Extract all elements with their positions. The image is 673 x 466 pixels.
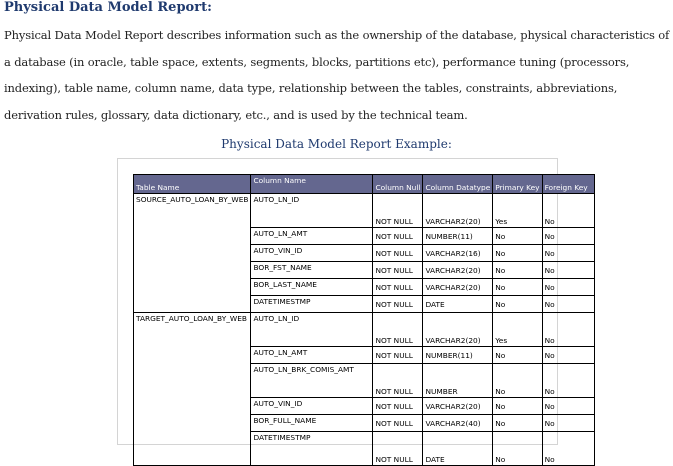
primary-key-cell: Yes — [493, 313, 542, 347]
column-null-cell: NOT NULL — [373, 228, 423, 245]
foreign-key-cell: No — [542, 279, 594, 296]
foreign-key-cell: No — [542, 296, 594, 313]
column-null-cell: NOT NULL — [373, 347, 423, 364]
primary-key-cell: No — [493, 432, 542, 466]
column-name-cell: AUTO_LN_ID — [251, 313, 373, 347]
column-name-cell: DATETIMESTMP — [251, 296, 373, 313]
foreign-key-cell: No — [542, 245, 594, 262]
header-column-name: Column Name — [251, 175, 373, 194]
table-row — [134, 313, 595, 347]
column-null-cell: NOT NULL — [373, 296, 423, 313]
foreign-key-cell: No — [542, 347, 594, 364]
column-null-cell: NOT NULL — [373, 245, 423, 262]
column-name-cell: AUTO_LN_BRK_COMIS_AMT — [251, 364, 373, 398]
datatype-cell: DATE — [423, 296, 493, 313]
primary-key-cell: No — [493, 364, 542, 398]
column-null-cell: NOT NULL — [373, 432, 423, 466]
header-row — [134, 175, 595, 194]
column-null-cell: NOT NULL — [373, 262, 423, 279]
datatype-cell: VARCHAR2(20) — [423, 279, 493, 296]
datatype-cell: VARCHAR2(20) — [423, 194, 493, 228]
column-name-cell: AUTO_VIN_ID — [251, 398, 373, 415]
primary-key-cell: No — [493, 279, 542, 296]
datatype-cell: VARCHAR2(20) — [423, 313, 493, 347]
primary-key-cell: Yes — [493, 194, 542, 228]
header-column-null: Column Null — [373, 175, 423, 194]
foreign-key-cell: No — [542, 194, 594, 228]
foreign-key-cell: No — [542, 398, 594, 415]
foreign-key-cell: No — [542, 313, 594, 347]
column-null-cell: NOT NULL — [373, 279, 423, 296]
datatype-cell: NUMBER(11) — [423, 228, 493, 245]
column-null-cell: NOT NULL — [373, 398, 423, 415]
primary-key-cell: No — [493, 262, 542, 279]
data-model-table — [133, 174, 595, 466]
table-name-cell: SOURCE_AUTO_LOAN_BY_WEB — [134, 194, 251, 313]
datatype-cell: VARCHAR2(20) — [423, 262, 493, 279]
primary-key-cell: No — [493, 245, 542, 262]
column-name-cell: AUTO_LN_AMT — [251, 347, 373, 364]
foreign-key-cell: No — [542, 415, 594, 432]
primary-key-cell: No — [493, 415, 542, 432]
table-row — [134, 194, 595, 228]
example-caption: Physical Data Model Report Example: — [221, 137, 452, 151]
column-name-cell: DATETIMESTMP — [251, 432, 373, 466]
datatype-cell: VARCHAR2(16) — [423, 245, 493, 262]
primary-key-cell: No — [493, 228, 542, 245]
primary-key-cell: No — [493, 296, 542, 313]
header-primary-key: Primary Key — [493, 175, 542, 194]
column-null-cell: NOT NULL — [373, 313, 423, 347]
column-name-cell: AUTO_VIN_ID — [251, 245, 373, 262]
datatype-cell: VARCHAR2(40) — [423, 415, 493, 432]
foreign-key-cell: No — [542, 432, 594, 466]
datatype-cell: NUMBER — [423, 364, 493, 398]
datatype-cell: DATE — [423, 432, 493, 466]
column-null-cell: NOT NULL — [373, 364, 423, 398]
column-null-cell: NOT NULL — [373, 415, 423, 432]
description-paragraph: Physical Data Model Report describes information such as the ownership of the database, physical characteristics of a database (in oracle, table space, extents, segments, blocks, partitions etc), performance tuning (processors, indexing), table name, column name, data type, relationship between the tables, constraints, abbreviations, derivation rules, glossary, data dictionary, etc., and is used by the technical team. — [4, 28, 670, 122]
header-table-name: Table Name — [134, 175, 251, 194]
primary-key-cell: No — [493, 347, 542, 364]
header-foreign-key: Foreign Key — [542, 175, 594, 194]
datatype-cell: NUMBER(11) — [423, 347, 493, 364]
column-name-cell: AUTO_LN_AMT — [251, 228, 373, 245]
foreign-key-cell: No — [542, 228, 594, 245]
table-name-cell: TARGET_AUTO_LOAN_BY_WEB — [134, 313, 251, 466]
page-heading: Physical Data Model Report: — [4, 0, 212, 15]
header-column-datatype: Column Datatype — [423, 175, 493, 194]
column-name-cell: BOR_FULL_NAME — [251, 415, 373, 432]
foreign-key-cell: No — [542, 262, 594, 279]
column-name-cell: BOR_FST_NAME — [251, 262, 373, 279]
column-null-cell: NOT NULL — [373, 194, 423, 228]
column-name-cell: AUTO_LN_ID — [251, 194, 373, 228]
column-name-cell: BOR_LAST_NAME — [251, 279, 373, 296]
datatype-cell: VARCHAR2(20) — [423, 398, 493, 415]
foreign-key-cell: No — [542, 364, 594, 398]
primary-key-cell: No — [493, 398, 542, 415]
